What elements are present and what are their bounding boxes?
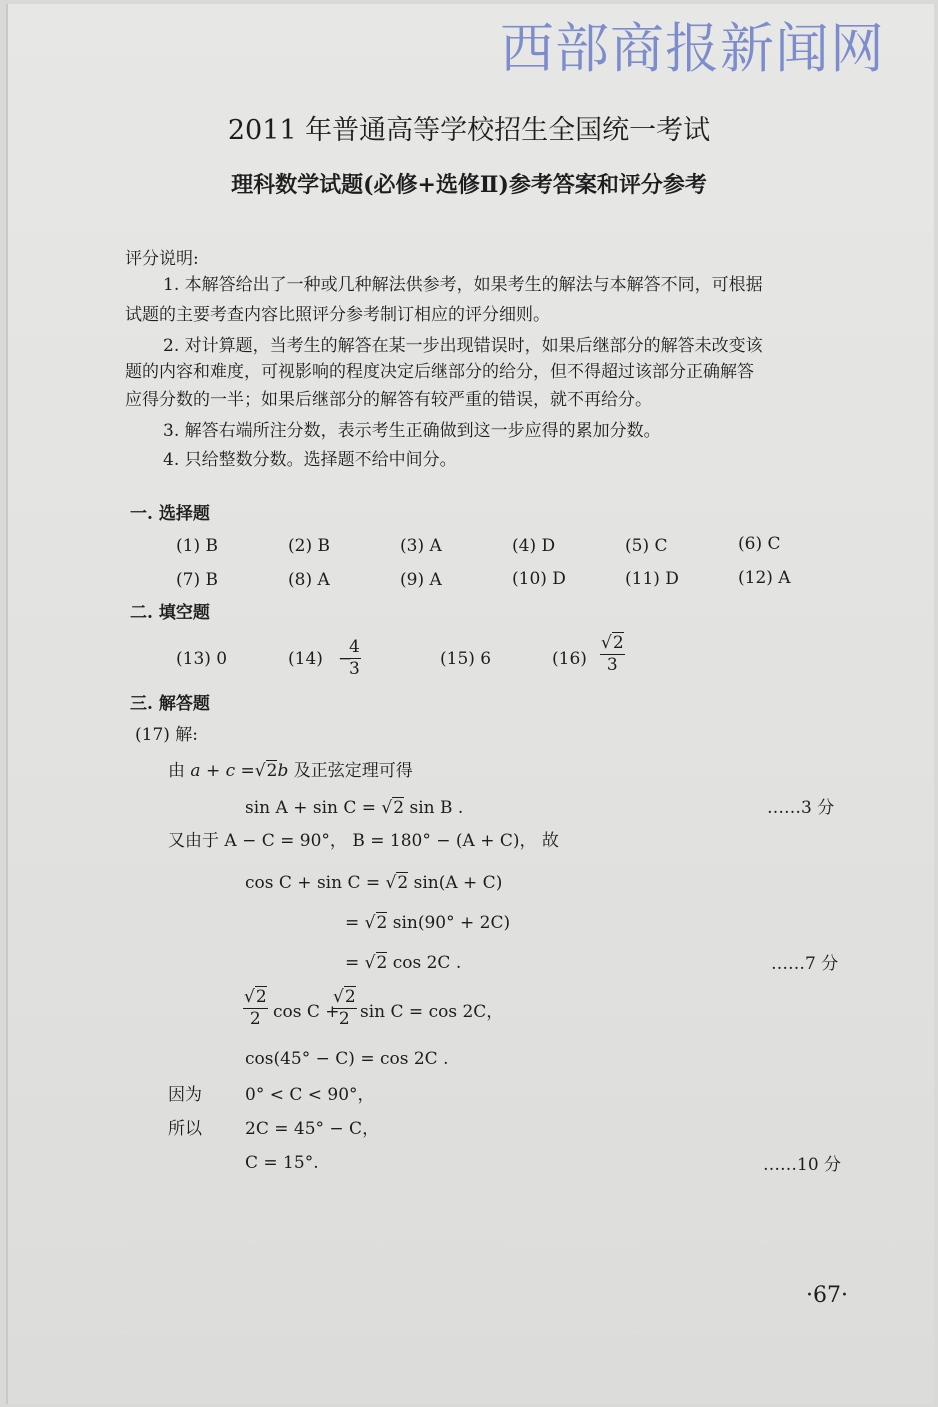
answer-item: (4) D [512,536,556,556]
grading-note-line: 2. 对计算题，当考生的解答在某一步出现错误时，如果后继部分的解答未改变该 [163,336,763,356]
math: sin(90° + 2C) [392,913,511,933]
section-heading: 二. 填空题 [130,603,210,623]
fraction-sqrt2-3 [600,634,625,675]
answer-item: (1) B [176,536,218,556]
text: 由 [168,761,185,781]
denominator: 3 [606,654,618,675]
radicand: 2 [393,798,405,818]
section-heading: 三. 解答题 [130,694,210,714]
solution-line: 2C = 45° − C， [245,1119,380,1139]
math: sin(A + C) [413,873,503,893]
answer-item: (7) B [176,570,218,590]
math: B = 180° − (A + C)， [352,831,537,851]
fill-answer-13: (13) 0 [176,649,228,669]
answer-item: (3) A [400,536,442,556]
math: sin A + sin C = [245,798,377,818]
solution-line: = √2 cos 2C . [345,953,462,973]
math: sin B . [409,798,464,818]
grading-note-line: 试题的主要考查内容比照评分参考制订相应的评分细则。 [125,305,550,325]
text: 及正弦定理可得 [293,761,413,781]
radicand: 2 [376,913,388,933]
solution-keyword: 所以 [168,1119,202,1139]
question-label: (17) 解: [135,725,199,745]
radicand: 2 [255,987,267,1007]
grading-note-line: 题的内容和难度，可视影响的程度决定后继部分的给分，但不得超过该部分正确解答 [125,362,754,382]
solution-keyword: 因为 [168,1085,202,1105]
numerator: √2 [244,987,267,1007]
fraction-4-3 [348,638,361,679]
score-marker: ……7 分 [771,954,839,974]
math: a + c = [190,761,255,781]
radicand: 2 [376,953,388,973]
radicand: 2 [266,761,278,781]
denominator: 2 [249,1008,261,1029]
document-title: 2011 年普通高等学校招生全国统一考试 [227,115,711,146]
text: 又由于 [168,831,219,851]
answer-item: (5) C [625,536,668,556]
numerator: √2 [601,633,624,653]
answer-item: (6) C [738,534,781,554]
grading-notes-heading: 评分说明: [125,249,199,269]
numerator: √2 [333,987,356,1007]
minus-sign: − [338,649,353,669]
solution-line: = √2 sin(90° + 2C) [345,913,511,933]
math: cos C + sin C = [245,873,381,893]
grading-note-line: 4. 只给整数分数。选择题不给中间分。 [163,450,457,470]
document-subtitle: 理科数学试题(必修+选修Ⅱ)参考答案和评分参考 [231,172,707,198]
answer-item: (9) A [400,570,442,590]
fill-answer-14-label: (14) [288,649,323,669]
solution-line [168,833,559,850]
math: A − C = 90°， [224,831,347,851]
section-heading: 一. 选择题 [130,504,210,524]
solution-line: cos C + sin C = √2 sin(A + C) [245,873,503,893]
solution-line: C = 15°. [245,1153,319,1173]
radicand: 2 [344,987,356,1007]
grading-note-line: 1. 本解答给出了一种或几种解法供参考，如果考生的解法与本解答不同，可根据 [163,275,763,295]
fraction-sqrt2-2 [332,988,357,1029]
answer-item: (11) D [625,569,679,589]
grading-note-line: 应得分数的一半；如果后继部分的解答有较严重的错误，就不再给分。 [125,390,652,410]
answer-item: (8) A [288,570,330,590]
fill-answer-16-label: (16) [552,649,587,669]
solution-line: 由 a + c =√2b 及正弦定理可得 [168,761,413,781]
solution-line: 0° < C < 90°， [245,1085,375,1105]
math: = [345,913,360,933]
denominator: 3 [349,658,360,679]
watermark: 西部商报新闻网 [500,17,885,80]
math: sin C = cos 2C， [360,1002,504,1022]
solution-line: cos(45° − C) = cos 2C . [245,1049,449,1069]
denominator: 2 [338,1008,350,1029]
math: b [277,761,289,781]
fraction-sqrt2-2 [243,988,268,1029]
grading-note-line: 3. 解答右端所注分数，表示考生正确做到这一步应得的累加分数。 [163,421,661,441]
text: 故 [541,831,559,851]
math: cos 2C . [392,953,462,973]
math: = [345,953,360,973]
math: cos C + [273,1002,340,1022]
numerator: 4 [349,637,360,657]
score-marker: ……3 分 [767,798,835,818]
answer-item: (10) D [512,569,566,589]
solution-line: sin A + sin C = √2 sin B . [245,798,464,818]
fill-answer-15: (15) 6 [440,649,492,669]
radicand: 2 [612,633,624,653]
score-marker: ……10 分 [763,1155,842,1175]
answer-item: (12) A [738,568,791,588]
radicand: 2 [397,873,409,893]
page-number: ·67· [806,1283,848,1308]
answer-item: (2) B [288,536,330,556]
